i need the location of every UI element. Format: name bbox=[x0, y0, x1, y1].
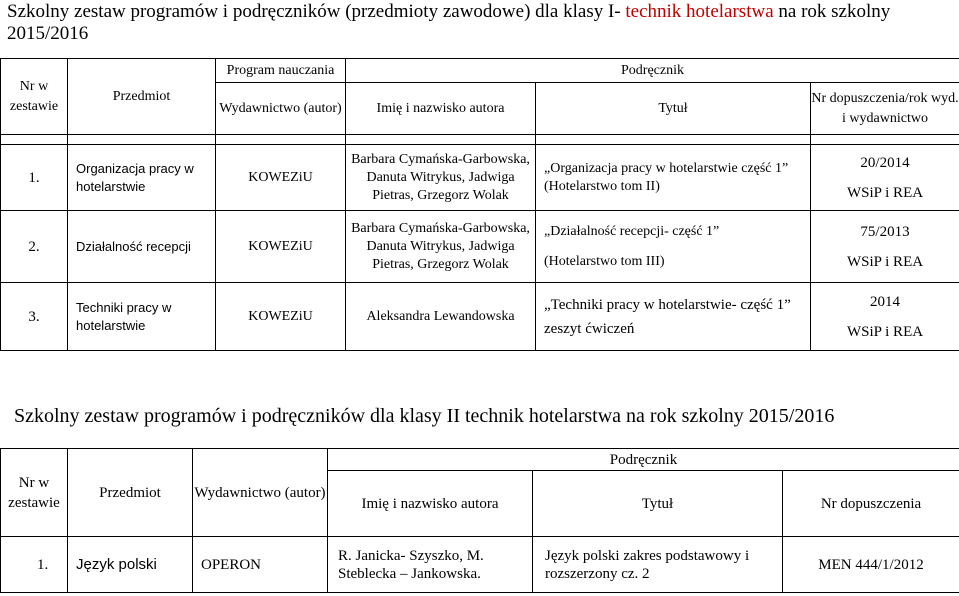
row-nr: 1. bbox=[1, 145, 68, 211]
row-autor: Barbara Cymańska-Garbowska, Danuta Witrykus, Jadwiga Pietras, Grzegorz Wolak bbox=[346, 145, 536, 211]
row-dopuszczenie bbox=[811, 145, 959, 211]
header-przedmiot: Przedmiot bbox=[68, 59, 216, 135]
row-dopuszczenie bbox=[811, 283, 959, 351]
row-przedmiot: Techniki pracy w hotelarstwie bbox=[68, 283, 216, 351]
dop-wyd: WSiP i REA bbox=[846, 253, 924, 270]
row-nr: 3. bbox=[1, 283, 68, 351]
row-nr: 1. bbox=[1, 537, 68, 593]
title-end-text: na rok szkolny 2015/2016 bbox=[7, 1, 891, 44]
row-wydawnictwo: KOWEZiU bbox=[216, 283, 346, 351]
row-autor: R. Janicka- Szyszko, M. Steblecka – Jankowska. bbox=[328, 537, 533, 593]
header-tytul: Tytuł bbox=[533, 471, 783, 537]
row-tytul bbox=[536, 211, 811, 283]
header-tytul: Tytuł bbox=[536, 83, 811, 135]
header-nr: Nr w zestawie bbox=[1, 59, 68, 135]
header-dopuszczenie: Nr dopuszczenia/rok wyd. i wydawnictwo bbox=[811, 83, 959, 135]
row-wydawnictwo: OPERON bbox=[193, 537, 328, 593]
table-row bbox=[1, 145, 959, 211]
dop-nr: 75/2013 bbox=[860, 223, 910, 240]
document-title-class-1 bbox=[7, 1, 957, 45]
header-wydawnictwo: Wydawnictwo (autor) bbox=[216, 83, 346, 135]
row-przedmiot: Organizacja pracy w hotelarstwie bbox=[68, 145, 216, 211]
dop-wyd: WSiP i REA bbox=[846, 323, 924, 340]
table-row bbox=[1, 211, 959, 283]
tytul-line-2: (Hotelarstwo tom III) bbox=[544, 253, 665, 269]
dop-nr: 20/2014 bbox=[860, 154, 910, 171]
header-wydawnictwo: Wydawnictwo (autor) bbox=[193, 449, 328, 537]
row-autor: Barbara Cymańska-Garbowska, Danuta Witrykus, Jadwiga Pietras, Grzegorz Wolak bbox=[346, 211, 536, 283]
table-class-1 bbox=[0, 58, 959, 351]
row-tytul: „Organizacja pracy w hotelarstwie część 1” (Hotelarstwo tom II) bbox=[536, 145, 811, 211]
row-dopuszczenie: MEN 444/1/2012 bbox=[783, 537, 959, 593]
title-main-text: Szkolny zestaw programów i podręczników (przedmioty zawodowe) dla klasy I- bbox=[7, 1, 621, 22]
row-wydawnictwo: KOWEZiU bbox=[216, 211, 346, 283]
row-nr: 2. bbox=[1, 211, 68, 283]
header-program: Program nauczania bbox=[216, 59, 346, 83]
header-podrecznik: Podręcznik bbox=[328, 449, 959, 471]
row-wydawnictwo: KOWEZiU bbox=[216, 145, 346, 211]
title-highlight-text: technik hotelarstwa bbox=[625, 1, 774, 22]
dop-nr: 2014 bbox=[870, 293, 900, 310]
row-autor: Aleksandra Lewandowska bbox=[346, 283, 536, 351]
row-przedmiot: Język polski bbox=[68, 537, 193, 593]
row-tytul: Język polski zakres podstawowy i rozszerzony cz. 2 bbox=[533, 537, 783, 593]
table-class-2 bbox=[0, 448, 959, 593]
header-autor: Imię i nazwisko autora bbox=[328, 471, 533, 537]
table-row bbox=[1, 537, 959, 593]
row-przedmiot: Działalność recepcji bbox=[68, 211, 216, 283]
row-tytul: „Techniki pracy w hotelarstwie- część 1” zeszyt ćwiczeń bbox=[536, 283, 811, 351]
header-dopuszczenie: Nr dopuszczenia bbox=[783, 471, 959, 537]
tytul-line-1: „Działalność recepcji- część 1” bbox=[544, 223, 720, 239]
dop-wyd: WSiP i REA bbox=[846, 184, 924, 201]
header-przedmiot: Przedmiot bbox=[68, 449, 193, 537]
header-podrecznik: Podręcznik bbox=[346, 59, 959, 83]
table-row bbox=[1, 283, 959, 351]
row-dopuszczenie bbox=[811, 211, 959, 283]
header-autor: Imię i nazwisko autora bbox=[346, 83, 536, 135]
document-title-class-2: Szkolny zestaw programów i podręczników dla klasy II technik hotelarstwa na rok szkolny 2015/2016 bbox=[14, 405, 835, 427]
header-nr: Nr w zestawie bbox=[1, 449, 68, 537]
